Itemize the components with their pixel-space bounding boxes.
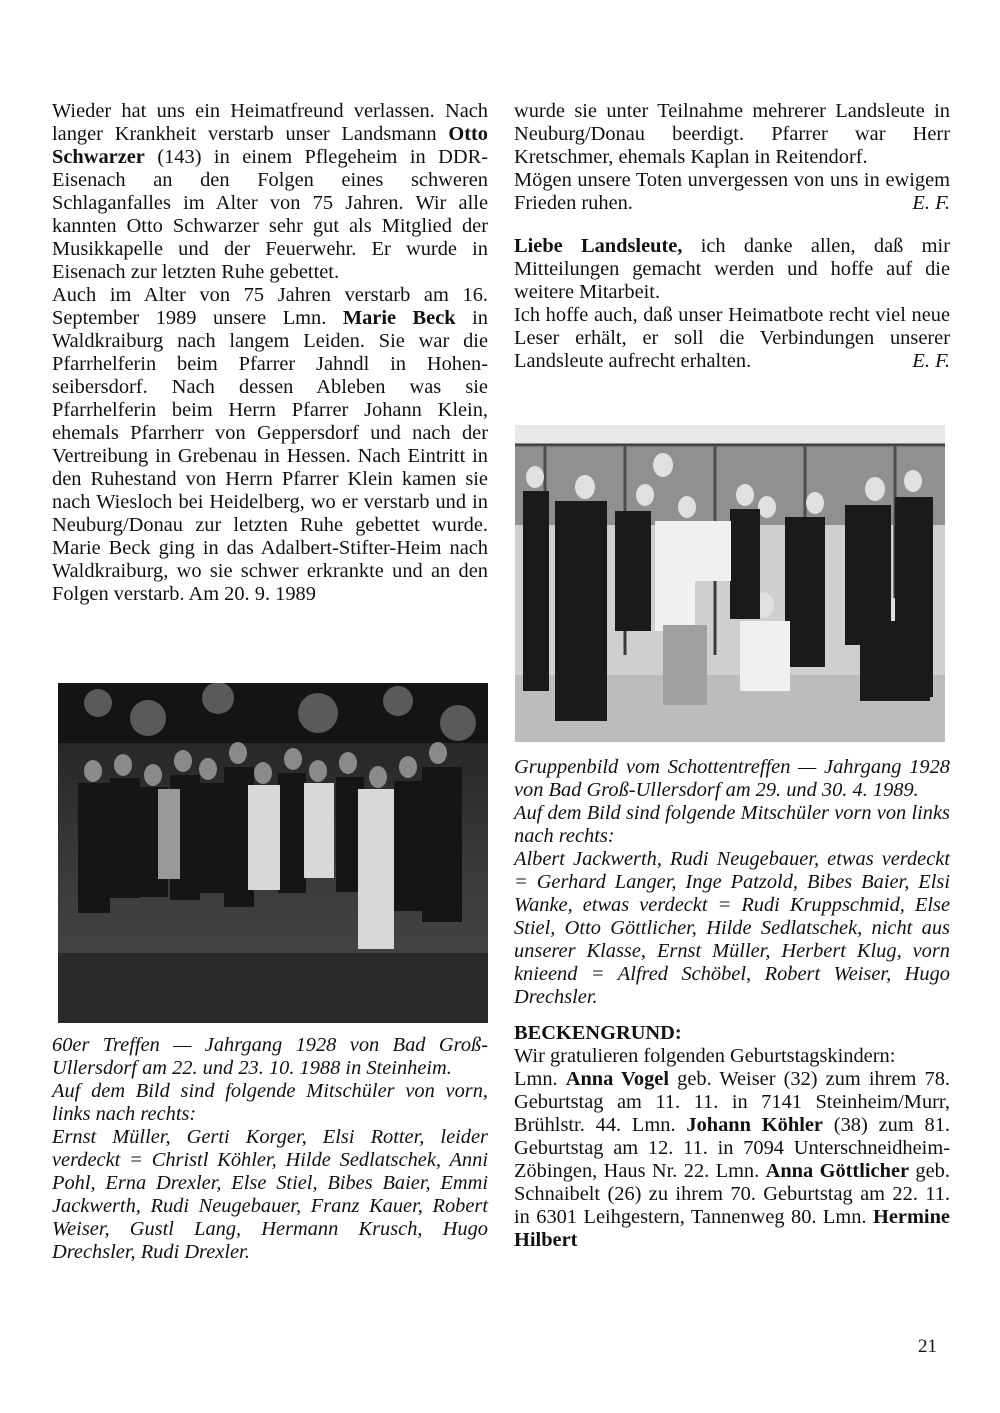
- obituary-otto-schwarzer: Wieder hat uns ein Heimatfreund verlassen. Nach langer Krankheit verstarb unser Landsmann Otto Schwarzer (143) in einem Pflegeheim in DDR-Eisenach an den Folgen eines schweren Schlaganfalles im Alter von 75 Jahren. Wir alle kannten Otto Schwarzer sehr gut als Mitglied der Musikkapelle und der Feuerwehr. Er wurde in Eisenach zur letzten Ruhe gebettet.: [52, 100, 488, 283]
- memorial-line: Mögen unsere Toten unvergessen von uns in ewigem Frieden ruhen. E. F.: [514, 169, 950, 214]
- caption-names: Ernst Müller, Gerti Korger, Elsi Rotter, leider verdeckt = Christl Köhler, Hilde Sedlatschek, Anni Pohl, Erna Drexler, Else Stiel, Bibes Baier, Emmi Jackwerth, Rudi Neugebauer, Franz Kauer, Robert Weiser, Gustl Lang, Hermann Krusch, Hugo Drechsler, Rudi Drexler.: [52, 1126, 488, 1263]
- caption-steinheim: [52, 1034, 488, 1264]
- section-heading: BECKENGRUND:: [514, 1022, 682, 1044]
- caption-names: Albert Jackwerth, Rudi Neugebauer, etwas verdeckt = Gerhard Langer, Inge Patzold, Bibes Baier, Elsi Wanke, etwas verdeckt = Rudi Kruppschmid, Else Stiel, Otto Göttlicher, Hilde Sedlatschek, nicht aus unserer Klasse, Ernst Müller, Herbert Klug, vorn knieend = Alfred Schöbel, Robert Weiser, Hugo Drechsler.: [514, 848, 950, 1008]
- name-marie-beck: Marie Beck: [342, 307, 456, 329]
- burial-continuation: wurde sie unter Teilnahme mehrerer Landsleute in Neuburg/Donau beerdigt. Pfarrer war Herr Kretschmer, ehemals Kaplan in Reitendorf.: [514, 100, 950, 168]
- greeting: Liebe Landsleute,: [514, 235, 683, 257]
- birthday-list: Lmn. Anna Vogel geb. Weiser (32) zum ihrem 78. Geburtstag am 11. 11. in 7141 Steinheim/Murr, Brühlstr. 44. Lmn. Johann Köhler (38) zum 81. Geburtstag am 12. 11. in 7094 Unterschneidheim-Zöbingen, Haus Nr. 22. Lmn. Anna Göttlicher geb. Schnaibelt (26) zu ihrem 70. Geburtstag am 22. 11. in 6301 Leihgestern, Tannenweg 80. Lmn. Hermine Hilbert: [514, 1068, 951, 1251]
- name-otto-schwarzer: Otto Schwarzer: [52, 123, 488, 168]
- birthday-intro: Wir gratulieren folgenden Geburtstagskindern:: [514, 1045, 896, 1067]
- hope-paragraph: Ich hoffe auch, daß unser Heimatbote recht viel neue Leser erhält, er soll die Verbindungen unserer Landsleute aufrecht erhalten. E. F.: [514, 304, 950, 372]
- name-hermine-hilbert: Hermine Hilbert: [514, 1206, 950, 1251]
- left-column: [52, 100, 488, 606]
- name-anna-goettlicher: Anna Göttlicher: [765, 1160, 910, 1182]
- beckengrund-section: [514, 1022, 950, 1252]
- group-photo-steinheim: [58, 683, 488, 1023]
- thanks-paragraph: Liebe Landsleute, ich danke allen, daß mir Mitteilungen gemacht werden und hoffe auf die weitere Mitarbeit.: [514, 235, 950, 303]
- right-column: [514, 100, 950, 373]
- group-photo-schottentreffen: [515, 425, 945, 742]
- caption-intro: Auf dem Bild sind folgende Mitschüler von vorn, links nach rechts:: [52, 1080, 488, 1125]
- signature: E. F.: [912, 192, 950, 214]
- name-anna-vogel: Anna Vogel: [565, 1068, 670, 1090]
- name-johann-koehler: Johann Köhler: [686, 1114, 823, 1136]
- page-number: 21: [918, 1336, 937, 1357]
- caption-title: Gruppenbild vom Schottentreffen — Jahrgang 1928 von Bad Groß-Ullersdorf am 29. und 30. 4. 1989.: [514, 756, 950, 801]
- caption-intro: Auf dem Bild sind folgende Mitschüler vorn von links nach rechts:: [514, 802, 950, 847]
- caption-title: 60er Treffen — Jahrgang 1928 von Bad Groß-Ullersdorf am 22. und 23. 10. 1988 in Steinheim.: [52, 1034, 488, 1079]
- caption-schottentreffen: [514, 756, 950, 1009]
- obituary-marie-beck: Auch im Alter von 75 Jahren verstarb am 16. September 1989 unsere Lmn. Marie Beck in Waldkraiburg nach langem Leiden. Sie war die Pfarrhelferin beim Pfarrer Jahndl in Hohenseibersdorf. Nach dessen Ableben was sie Pfarrhelferin beim Herrn Pfarrer Johann Klein, ehemals Pfarrherr von Geppersdorf und nach der Vertreibung in Grebenau in Hessen. Nach Eintritt in den Ruhestand von Herrn Pfarrer Klein kamen sie nach Wiesloch bei Heidelberg, wo er verstarb und in Neuburg/Donau zur letzten Ruhe gebettet wurde. Marie Beck ging in das Adalbert-Stifter-Heim nach Waldkraiburg, wo sie schwer erkrankte und an den Folgen verstarb. Am 20. 9. 1989: [52, 284, 488, 605]
- signature: E. F.: [912, 350, 950, 372]
